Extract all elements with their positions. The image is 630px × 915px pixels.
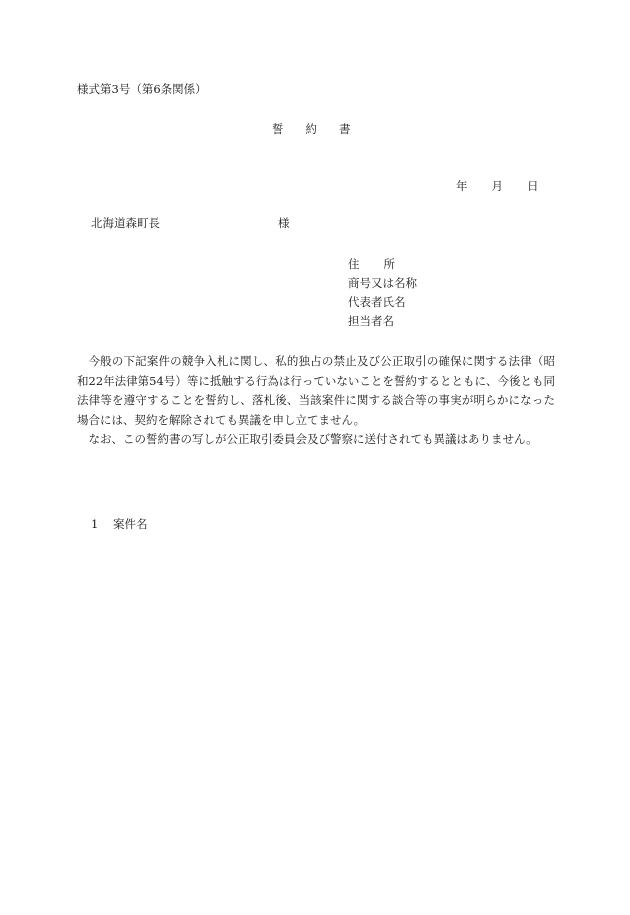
date-line (456, 181, 539, 193)
form-number: 様式第3号（第6条関係） (77, 82, 207, 96)
pledge-body (77, 352, 555, 450)
document-title (272, 124, 351, 136)
item-number: 1 (91, 517, 99, 531)
applicant-block (348, 255, 417, 331)
date-month-label: 月 (491, 179, 503, 193)
pledge-paragraph-1: 今般の下記案件の競争入札に関し、私的独占の禁止及び公正取引の確保に関する法律（昭和22年法律第54号）等に抵触する行為は行っていないことを誓約するとともに、今後とも同法律等を遵守することを誓約し、落札後、当該案件に関する談合等の事実が明らかになった場合には、契約を解除されても異議を申し立てません。 (77, 354, 555, 427)
pledge-paragraph-2: なお、この誓約書の写しが公正取引委員会及び警察に送付されても異議はありません。 (88, 432, 538, 446)
addressee: 北海道森町長 (91, 216, 160, 230)
address-label (348, 255, 417, 274)
honorific: 様 (278, 216, 290, 230)
representative-label: 代表者氏名 (348, 295, 406, 309)
title-char-3: 書 (339, 122, 351, 136)
address-label-char-2: 所 (383, 257, 395, 271)
item-project-name (91, 519, 148, 531)
date-day-label: 日 (527, 179, 539, 193)
title-char-2: 約 (305, 122, 317, 136)
date-year-label: 年 (456, 179, 468, 193)
trade-name-label: 商号又は名称 (348, 276, 417, 290)
item-label: 案件名 (113, 517, 148, 531)
contact-person-label: 担当者名 (348, 314, 394, 328)
title-char-1: 誓 (272, 122, 284, 136)
address-label-char-1: 住 (348, 257, 360, 271)
